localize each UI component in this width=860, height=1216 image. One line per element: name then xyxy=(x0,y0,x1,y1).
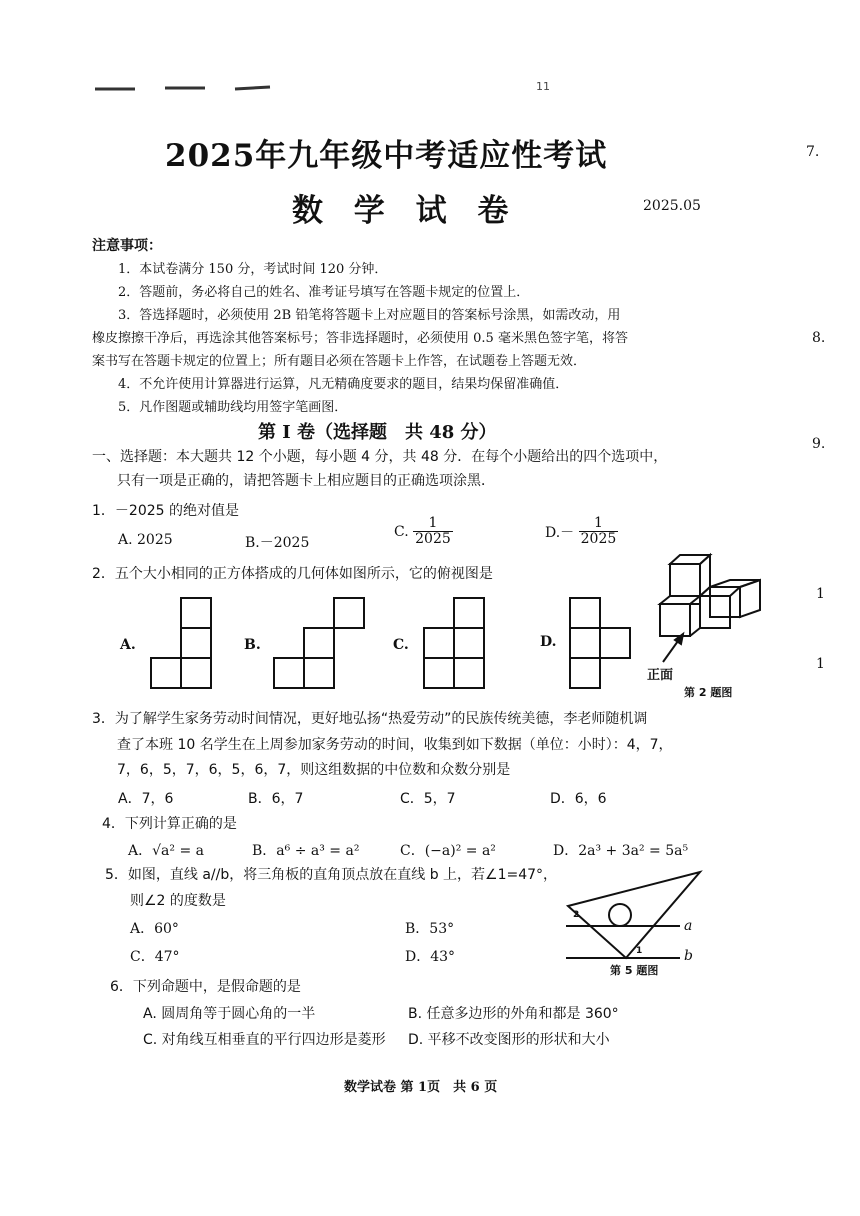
q1-option-d-label: D.－ xyxy=(545,524,575,541)
q1-stem: 1．－2025 的绝对值是 xyxy=(92,503,239,519)
notice-item: 3．答选择题时，必须使用 2B 铅笔将答题卡上对应题目的答案标号涂黑，如需改动，用 xyxy=(118,308,621,323)
q2-option-a-label: A. xyxy=(120,637,136,653)
q2-front-label: 正面 xyxy=(647,668,674,683)
q5-option-a: A．60° xyxy=(130,921,179,937)
fraction-numerator: 1 xyxy=(413,516,453,532)
q3-option-b: B．6，7 xyxy=(248,791,304,807)
top-fragment-text: 11 xyxy=(536,80,550,93)
q3-stem: 7，6，5，7，6，5，6，7，则这组数据的中位数和众数分别是 xyxy=(117,762,511,778)
exam-date: 2025.05 xyxy=(643,198,701,214)
q2-option-c-label: C. xyxy=(393,637,409,653)
q3-option-c: C．5，7 xyxy=(400,791,456,807)
q6-option-c: C. 对角线互相垂直的平行四边形是菱形 xyxy=(143,1032,386,1048)
notice-item: 橡皮擦擦干净后，再选涂其他答案标号；答非选择题时，必须使用 0.5 毫米黑色签字笔，将答 xyxy=(92,331,628,346)
q2-option-c-figure xyxy=(420,596,490,692)
q5-option-d: D．43° xyxy=(405,949,456,965)
page-subtitle: 数 学 试 卷 xyxy=(292,193,519,229)
q4-option-a: A．√a² = a xyxy=(128,843,204,859)
q6-stem: 6．下列命题中，是假命题的是 xyxy=(110,979,301,995)
q1-option-a: A. 2025 xyxy=(118,532,173,548)
section-title: 第 I 卷（选择题 共 48 分） xyxy=(258,422,497,443)
q5-option-b: B．53° xyxy=(405,921,455,937)
fraction-denominator: 2025 xyxy=(415,531,451,548)
margin-number-7: 7. xyxy=(806,144,820,160)
q1-option-d xyxy=(545,516,618,548)
margin-number-8: 8. xyxy=(812,330,826,346)
q5-stem: 则∠2 的度数是 xyxy=(130,893,226,909)
q5-option-c: C．47° xyxy=(130,949,180,965)
page-title: 2025年九年级中考适应性考试 xyxy=(165,138,608,174)
section-instruction: 一、选择题：本大题共 12 个小题，每小题 4 分，共 48 分．在每个小题给出的四个选项中， xyxy=(92,449,668,465)
top-scan-fragment xyxy=(95,78,325,86)
q2-option-b-figure xyxy=(270,596,370,692)
fraction-denominator: 2025 xyxy=(580,531,617,548)
notice-item: 2．答题前，务必将自己的姓名、准考证号填写在答题卡规定的位置上． xyxy=(118,285,530,300)
q2-figure-caption: 第 2 题图 xyxy=(684,686,733,699)
q3-option-a: A．7，6 xyxy=(118,791,174,807)
notice-item: 1．本试卷满分 150 分，考试时间 120 分钟． xyxy=(118,262,388,277)
fraction-numerator: 1 xyxy=(579,516,619,532)
margin-number-9: 9. xyxy=(812,436,826,452)
q4-stem: 4．下列计算正确的是 xyxy=(102,816,237,832)
q3-option-d: D．6，6 xyxy=(550,791,607,807)
notice-heading: 注意事项： xyxy=(92,238,162,254)
q1-option-d-fraction xyxy=(579,516,619,548)
q5-angle-1-label: 1 xyxy=(636,946,643,956)
notice-item: 4．不允许使用计算器进行运算，凡无精确度要求的题目，结果均保留准确值． xyxy=(118,377,569,392)
page-footer: 数学试卷 第 1页 共 6 页 xyxy=(344,1080,498,1095)
margin-number-10: 1 xyxy=(816,586,825,602)
q1-option-c xyxy=(394,516,453,548)
q6-option-a: A. 圆周角等于圆心角的一半 xyxy=(143,1006,316,1022)
q5-figure-caption: 第 5 题图 xyxy=(610,964,659,977)
q4-option-d: D．2a³ + 3a² = 5a⁵ xyxy=(553,843,689,859)
q5-line-a-label: a xyxy=(684,918,693,934)
notice-item: 5．凡作图题或辅助线均用签字笔画图． xyxy=(118,400,348,415)
q2-option-a-figure xyxy=(147,596,217,692)
q1-option-c-label: C. xyxy=(394,523,409,540)
q2-stem: 2．五个大小相同的正方体搭成的几何体如图所示，它的俯视图是 xyxy=(92,566,493,582)
section-instruction: 只有一项是正确的，请把答题卡上相应题目的正确选项涂黑． xyxy=(117,473,495,489)
q4-option-c: C．(−a)² = a² xyxy=(400,843,496,859)
q5-stem: 5．如图，直线 a//b，将三角板的直角顶点放在直线 b 上，若∠1=47°， xyxy=(105,867,558,883)
q3-stem: 查了本班 10 名学生在上周参加家务劳动的时间，收集到如下数据（单位：小时）：4，7， xyxy=(117,737,673,753)
q2-option-d-label: D. xyxy=(540,634,557,650)
q6-option-b: B. 任意多边形的外角和都是 360° xyxy=(408,1006,619,1022)
q2-option-b-label: B. xyxy=(244,637,261,653)
q5-angle-2-label: 2 xyxy=(573,910,580,920)
q1-option-c-fraction xyxy=(413,516,453,548)
q4-option-b: B．a⁶ ÷ a³ = a² xyxy=(252,843,360,859)
q1-option-b: B.－2025 xyxy=(245,535,310,551)
q5-line-b-label: b xyxy=(684,948,693,964)
q3-stem: 3．为了解学生家务劳动时间情况，更好地弘扬“热爱劳动”的民族传统美德，李老师随机调 xyxy=(92,711,648,727)
q2-option-d-figure xyxy=(566,596,636,692)
margin-number-11: 1 xyxy=(816,656,825,672)
q2-cube-figure xyxy=(655,552,770,682)
q6-option-d: D. 平移不改变图形的形状和大小 xyxy=(408,1032,610,1048)
notice-item: 案书写在答题卡规定的位置上；所有题目必须在答题卡上作答，在试题卷上答题无效． xyxy=(92,354,587,369)
